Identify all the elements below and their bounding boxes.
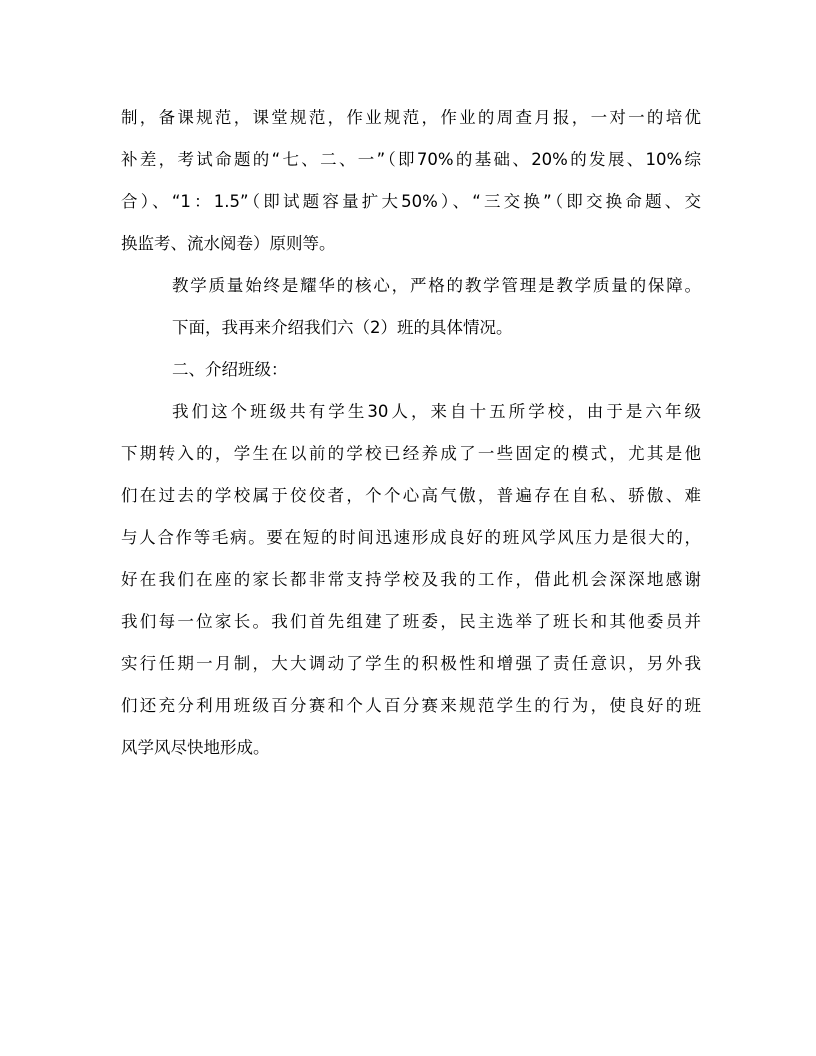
paragraph-line: 风学风尽快地形成。 — [121, 738, 270, 757]
paragraph-line: 我们这个班级共有学生30人，来自十五所学校，由于是六年级 — [172, 402, 701, 421]
paragraph-line: 们在过去的学校属于佼佼者，个个心高气傲，普遍存在自私、骄傲、难 — [121, 486, 701, 505]
paragraph-line: 好在我们在座的家长都非常支持学校及我的工作，借此机会深深地感谢 — [121, 570, 701, 589]
paragraph-text: 下面，我再来介绍我们六（2）班的具体情况。 — [172, 318, 513, 337]
section-heading: 二、介绍班级： — [172, 360, 288, 379]
paragraph-line: 合）、“1：1.5”（即试题容量扩大50%）、“三交换”（即交换命题、交 — [121, 192, 701, 211]
paragraph-text: 教学质量始终是耀华的核心，严格的教学管理是教学质量的保障。 — [172, 276, 701, 295]
paragraph-line: 我们每一位家长。我们首先组建了班委，民主选举了班长和其他委员并 — [121, 612, 701, 631]
paragraph-line: 下期转入的，学生在以前的学校已经养成了一些固定的模式，尤其是他 — [121, 444, 701, 463]
paragraph-line: 实行任期一月制，大大调动了学生的积极性和增强了责任意识，另外我 — [121, 654, 701, 673]
paragraph-line: 补差，考试命题的“七、二、一”（即70%的基础、20%的发展、10%综 — [121, 150, 701, 169]
paragraph-line: 们还充分利用班级百分赛和个人百分赛来规范学生的行为，使良好的班 — [121, 696, 701, 715]
paragraph-line: 与人合作等毛病。要在短的时间迅速形成良好的班风学风压力是很大的， — [121, 528, 701, 547]
paragraph-line: 制，备课规范，课堂规范，作业规范，作业的周查月报，一对一的培优 — [121, 108, 701, 127]
paragraph-line: 换监考、流水阅卷）原则等。 — [121, 234, 336, 253]
